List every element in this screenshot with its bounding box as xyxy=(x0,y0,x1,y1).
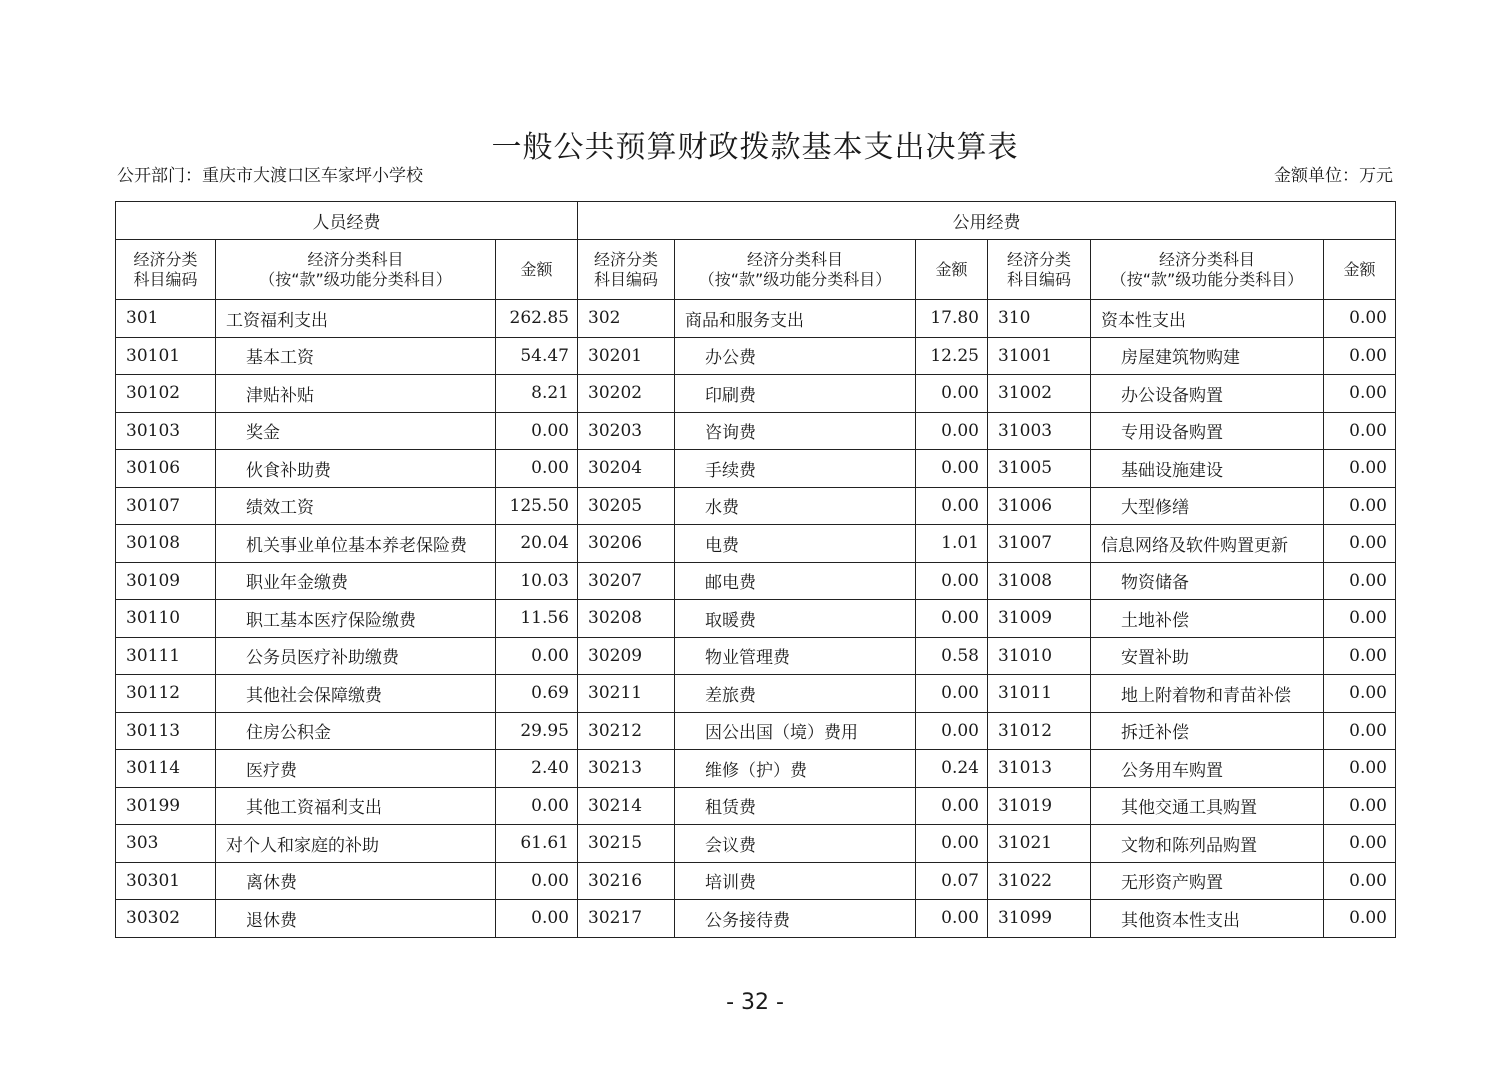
amount-cell: 0.00 xyxy=(496,900,578,938)
amount-cell: 0.00 xyxy=(916,900,988,938)
item-name-cell: 工资福利支出 xyxy=(216,300,496,338)
header-name xyxy=(1091,240,1324,300)
table-row xyxy=(116,637,1396,675)
code-cell: 31001 xyxy=(988,337,1091,375)
item-name-cell: 退休费 xyxy=(216,900,496,938)
code-cell: 31007 xyxy=(988,525,1091,563)
code-cell: 30301 xyxy=(116,862,216,900)
amount-cell: 0.00 xyxy=(1324,900,1396,938)
code-cell: 30108 xyxy=(116,525,216,563)
table-row xyxy=(116,487,1396,525)
code-cell: 30101 xyxy=(116,337,216,375)
table-row xyxy=(116,787,1396,825)
code-cell: 30107 xyxy=(116,487,216,525)
code-cell: 30201 xyxy=(578,337,675,375)
code-cell: 30216 xyxy=(578,862,675,900)
amount-cell: 0.00 xyxy=(496,862,578,900)
amount-cell: 0.00 xyxy=(1324,787,1396,825)
table-row xyxy=(116,300,1396,338)
table-row xyxy=(116,825,1396,863)
item-name-cell: 住房公积金 xyxy=(216,712,496,750)
amount-cell: 8.21 xyxy=(496,375,578,413)
code-cell: 31011 xyxy=(988,675,1091,713)
table-row xyxy=(116,525,1396,563)
code-cell: 31005 xyxy=(988,450,1091,488)
item-name-cell: 办公设备购置 xyxy=(1091,375,1324,413)
code-cell: 30102 xyxy=(116,375,216,413)
header-name-line1: 经济分类科目 xyxy=(746,249,843,269)
code-cell: 30212 xyxy=(578,712,675,750)
item-name-cell: 对个人和家庭的补助 xyxy=(216,825,496,863)
code-cell: 30205 xyxy=(578,487,675,525)
item-name-cell: 基本工资 xyxy=(216,337,496,375)
header-name xyxy=(216,240,496,300)
item-name-cell: 其他工资福利支出 xyxy=(216,787,496,825)
code-cell: 30110 xyxy=(116,600,216,638)
amount-cell: 0.00 xyxy=(916,562,988,600)
code-cell: 310 xyxy=(988,300,1091,338)
header-code-line1: 经济分类 xyxy=(593,249,658,269)
amount-cell: 0.00 xyxy=(916,412,988,450)
item-name-cell: 物业管理费 xyxy=(675,637,916,675)
amount-cell: 0.00 xyxy=(916,600,988,638)
code-cell: 31013 xyxy=(988,750,1091,788)
code-cell: 31010 xyxy=(988,637,1091,675)
item-name-cell: 津贴补贴 xyxy=(216,375,496,413)
code-cell: 30208 xyxy=(578,600,675,638)
item-name-cell: 咨询费 xyxy=(675,412,916,450)
item-name-cell: 水费 xyxy=(675,487,916,525)
header-name-line2: （按“款”级功能分类科目） xyxy=(259,269,452,289)
amount-cell: 125.50 xyxy=(496,487,578,525)
code-cell: 302 xyxy=(578,300,675,338)
page-title: 一般公共预算财政拨款基本支出决算表 xyxy=(491,130,1019,165)
amount-cell: 0.00 xyxy=(916,675,988,713)
item-name-cell: 其他资本性支出 xyxy=(1091,900,1324,938)
amount-cell: 0.00 xyxy=(916,825,988,863)
header-name xyxy=(675,240,916,300)
amount-cell: 0.00 xyxy=(1324,750,1396,788)
item-name-cell: 差旅费 xyxy=(675,675,916,713)
amount-cell: 12.25 xyxy=(916,337,988,375)
code-cell: 30213 xyxy=(578,750,675,788)
code-cell: 30302 xyxy=(116,900,216,938)
item-name-cell: 公务员医疗补助缴费 xyxy=(216,637,496,675)
table-row xyxy=(116,337,1396,375)
amount-cell: 0.00 xyxy=(1324,337,1396,375)
item-name-cell: 其他交通工具购置 xyxy=(1091,787,1324,825)
amount-cell: 0.00 xyxy=(1324,675,1396,713)
header-code-line2: 科目编码 xyxy=(1006,269,1071,289)
table-row xyxy=(116,412,1396,450)
item-name-cell: 培训费 xyxy=(675,862,916,900)
amount-cell: 0.00 xyxy=(1324,562,1396,600)
table-row xyxy=(116,450,1396,488)
item-name-cell: 因公出国（境）费用 xyxy=(675,712,916,750)
group-personnel: 人员经费 xyxy=(116,202,578,240)
unit-label: 金额单位：万元 xyxy=(1274,166,1393,186)
item-name-cell: 信息网络及软件购置更新 xyxy=(1091,525,1324,563)
header-code-line2: 科目编码 xyxy=(133,269,198,289)
item-name-cell: 租赁费 xyxy=(675,787,916,825)
table-row xyxy=(116,675,1396,713)
amount-cell: 54.47 xyxy=(496,337,578,375)
header-code-line2: 科目编码 xyxy=(593,269,658,289)
item-name-cell: 大型修缮 xyxy=(1091,487,1324,525)
table-row xyxy=(116,900,1396,938)
amount-cell: 0.00 xyxy=(496,637,578,675)
code-cell: 31002 xyxy=(988,375,1091,413)
amount-cell: 0.07 xyxy=(916,862,988,900)
code-cell: 30114 xyxy=(116,750,216,788)
amount-cell: 17.80 xyxy=(916,300,988,338)
amount-cell: 2.40 xyxy=(496,750,578,788)
code-cell: 30209 xyxy=(578,637,675,675)
amount-cell: 1.01 xyxy=(916,525,988,563)
item-name-cell: 无形资产购置 xyxy=(1091,862,1324,900)
department-label: 公开部门：重庆市大渡口区车家坪小学校 xyxy=(117,166,423,186)
item-name-cell: 印刷费 xyxy=(675,375,916,413)
code-cell: 30103 xyxy=(116,412,216,450)
code-cell: 30203 xyxy=(578,412,675,450)
amount-cell: 29.95 xyxy=(496,712,578,750)
amount-cell: 0.24 xyxy=(916,750,988,788)
header-code xyxy=(578,240,675,300)
code-cell: 30206 xyxy=(578,525,675,563)
amount-cell: 0.00 xyxy=(916,712,988,750)
code-cell: 30204 xyxy=(578,450,675,488)
item-name-cell: 安置补助 xyxy=(1091,637,1324,675)
item-name-cell: 机关事业单位基本养老保险费 xyxy=(216,525,496,563)
header-code-line1: 经济分类 xyxy=(133,249,198,269)
amount-cell: 262.85 xyxy=(496,300,578,338)
page-number: - 32 - xyxy=(726,990,784,1015)
header-code xyxy=(988,240,1091,300)
amount-cell: 0.00 xyxy=(1324,637,1396,675)
code-cell: 30211 xyxy=(578,675,675,713)
amount-cell: 11.56 xyxy=(496,600,578,638)
amount-cell: 0.00 xyxy=(1324,375,1396,413)
item-name-cell: 离休费 xyxy=(216,862,496,900)
amount-cell: 0.00 xyxy=(496,412,578,450)
amount-cell: 0.00 xyxy=(916,487,988,525)
code-cell: 303 xyxy=(116,825,216,863)
item-name-cell: 会议费 xyxy=(675,825,916,863)
group-public: 公用经费 xyxy=(578,202,1396,240)
item-name-cell: 拆迁补偿 xyxy=(1091,712,1324,750)
amount-cell: 10.03 xyxy=(496,562,578,600)
amount-cell: 0.00 xyxy=(496,450,578,488)
amount-cell: 0.00 xyxy=(1324,412,1396,450)
header-name-line1: 经济分类科目 xyxy=(1158,249,1255,269)
code-cell: 31009 xyxy=(988,600,1091,638)
amount-cell: 0.00 xyxy=(1324,712,1396,750)
header-name-line2: （按“款”级功能分类科目） xyxy=(1110,269,1304,289)
header-amount: 金额 xyxy=(1324,240,1396,300)
item-name-cell: 商品和服务支出 xyxy=(675,300,916,338)
amount-cell: 0.00 xyxy=(1324,487,1396,525)
code-cell: 31006 xyxy=(988,487,1091,525)
amount-cell: 0.00 xyxy=(916,787,988,825)
code-cell: 30217 xyxy=(578,900,675,938)
item-name-cell: 绩效工资 xyxy=(216,487,496,525)
code-cell: 31022 xyxy=(988,862,1091,900)
item-name-cell: 职工基本医疗保险缴费 xyxy=(216,600,496,638)
code-cell: 31021 xyxy=(988,825,1091,863)
item-name-cell: 手续费 xyxy=(675,450,916,488)
table-row xyxy=(116,712,1396,750)
item-name-cell: 地上附着物和青苗补偿 xyxy=(1091,675,1324,713)
item-name-cell: 维修（护）费 xyxy=(675,750,916,788)
item-name-cell: 土地补偿 xyxy=(1091,600,1324,638)
amount-cell: 0.00 xyxy=(1324,862,1396,900)
item-name-cell: 取暖费 xyxy=(675,600,916,638)
amount-cell: 0.69 xyxy=(496,675,578,713)
code-cell: 31019 xyxy=(988,787,1091,825)
expenditure-table xyxy=(115,201,1396,938)
header-name-line1: 经济分类科目 xyxy=(307,249,404,269)
item-name-cell: 文物和陈列品购置 xyxy=(1091,825,1324,863)
header-amount: 金额 xyxy=(496,240,578,300)
amount-cell: 0.00 xyxy=(1324,300,1396,338)
amount-cell: 0.00 xyxy=(1324,825,1396,863)
item-name-cell: 电费 xyxy=(675,525,916,563)
amount-cell: 20.04 xyxy=(496,525,578,563)
item-name-cell: 奖金 xyxy=(216,412,496,450)
code-cell: 301 xyxy=(116,300,216,338)
item-name-cell: 医疗费 xyxy=(216,750,496,788)
code-cell: 30111 xyxy=(116,637,216,675)
table-row xyxy=(116,562,1396,600)
amount-cell: 61.61 xyxy=(496,825,578,863)
table-row xyxy=(116,862,1396,900)
item-name-cell: 公务接待费 xyxy=(675,900,916,938)
code-cell: 30106 xyxy=(116,450,216,488)
code-cell: 30109 xyxy=(116,562,216,600)
item-name-cell: 专用设备购置 xyxy=(1091,412,1324,450)
amount-cell: 0.00 xyxy=(916,375,988,413)
item-name-cell: 其他社会保障缴费 xyxy=(216,675,496,713)
item-name-cell: 资本性支出 xyxy=(1091,300,1324,338)
amount-cell: 0.00 xyxy=(1324,600,1396,638)
amount-cell: 0.00 xyxy=(1324,450,1396,488)
item-name-cell: 伙食补助费 xyxy=(216,450,496,488)
item-name-cell: 公务用车购置 xyxy=(1091,750,1324,788)
table-row xyxy=(116,375,1396,413)
item-name-cell: 基础设施建设 xyxy=(1091,450,1324,488)
amount-cell: 0.00 xyxy=(496,787,578,825)
code-cell: 30214 xyxy=(578,787,675,825)
code-cell: 31099 xyxy=(988,900,1091,938)
header-code xyxy=(116,240,216,300)
code-cell: 30112 xyxy=(116,675,216,713)
table-row xyxy=(116,600,1396,638)
code-cell: 31008 xyxy=(988,562,1091,600)
code-cell: 31012 xyxy=(988,712,1091,750)
item-name-cell: 邮电费 xyxy=(675,562,916,600)
amount-cell: 0.00 xyxy=(916,450,988,488)
item-name-cell: 物资储备 xyxy=(1091,562,1324,600)
amount-cell: 0.00 xyxy=(1324,525,1396,563)
code-cell: 30199 xyxy=(116,787,216,825)
code-cell: 30202 xyxy=(578,375,675,413)
code-cell: 31003 xyxy=(988,412,1091,450)
header-name-line2: （按“款”级功能分类科目） xyxy=(698,269,892,289)
item-name-cell: 办公费 xyxy=(675,337,916,375)
header-amount: 金额 xyxy=(916,240,988,300)
header-code-line1: 经济分类 xyxy=(1006,249,1071,269)
code-cell: 30113 xyxy=(116,712,216,750)
item-name-cell: 职业年金缴费 xyxy=(216,562,496,600)
table-row xyxy=(116,750,1396,788)
item-name-cell: 房屋建筑物购建 xyxy=(1091,337,1324,375)
code-cell: 30215 xyxy=(578,825,675,863)
code-cell: 30207 xyxy=(578,562,675,600)
amount-cell: 0.58 xyxy=(916,637,988,675)
